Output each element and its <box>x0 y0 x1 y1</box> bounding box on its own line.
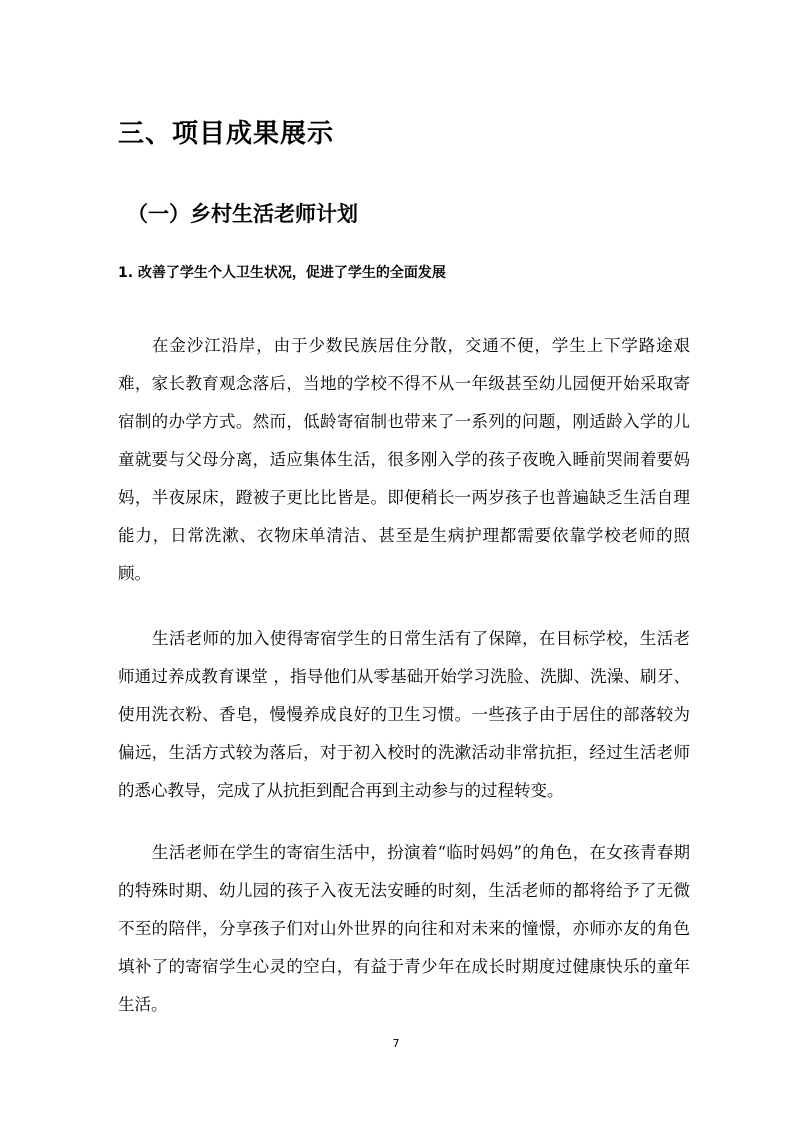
body-paragraph: 生活老师的加入使得寄宿学生的日常生活有了保障，在目标学校，生活老师通过养成教育课堂 ，指导他们从零基础开始学习洗脸、洗脚、洗澡、刷牙、使用洗衣粉、香皂，慢慢养成良好的卫生习惯。一些孩子由于居住的部落较为偏远，生活方式较为落后，对于初入校时的洗漱活动非常抗拒，经过生活老师的悉心教导，完成了从抗拒到配合再到主动参与的过程转变。 <box>118 628 690 800</box>
subsection-heading: （一）乡村生活老师计划 <box>127 202 358 226</box>
section-heading: 三、项目成果展示 <box>118 119 335 149</box>
body-paragraph: 在金沙江沿岸，由于少数民族居住分散，交通不便，学生上下学路途艰难，家长教育观念落后，当地的学校不得不从一年级甚至幼儿园便开始采取寄宿制的办学方式。然而，低龄寄宿制也带来了一系列的问题，刚适龄入学的儿童就要与父母分离，适应集体生活，很多刚入学的孩子夜晚入睡前哭闹着要妈妈，半夜尿床，蹬被子更比比皆是。即便稍长一两岁孩子也普遍缺乏生活自理能力，日常洗漱、衣物床单清洁、甚至是生病护理都需要依靠学校老师的照顾。 <box>118 335 690 583</box>
body-paragraph: 生活老师在学生的寄宿生活中，扮演着“临时妈妈”的角色，在女孩青春期的特殊时期、幼儿园的孩子入夜无法安睡的时刻，生活老师的都将给予了无微不至的陪伴，分享孩子们对山外世界的向往和对未来的憧憬，亦师亦友的角色填补了的寄宿学生心灵的空白，有益于青少年在成长时期度过健康快乐的童年生活。 <box>118 842 690 1014</box>
page-number: 7 <box>392 1037 400 1050</box>
point-heading: 1. 改善了学生个人卫生状况，促进了学生的全面发展 <box>118 265 446 281</box>
